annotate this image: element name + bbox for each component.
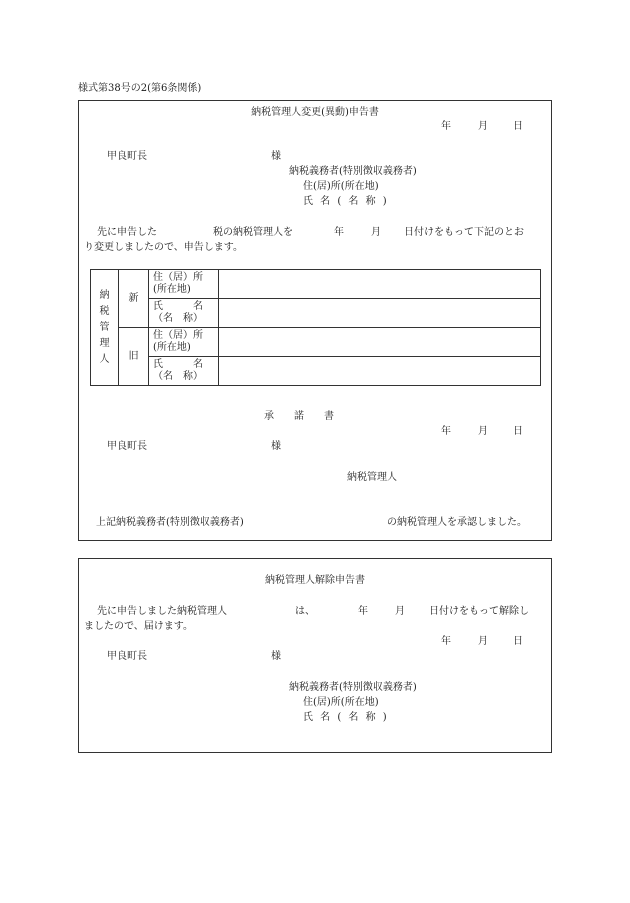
form2-date-month: 月 [478, 636, 488, 647]
form2-body-p3: 年 [358, 606, 368, 617]
form2-date-year: 年 [441, 636, 451, 647]
form1-body-p5: 日付けをもって下記のとお [404, 227, 524, 238]
form2-body-p5: 日付けをもって解除し [429, 606, 529, 617]
new-address-field[interactable] [219, 270, 541, 299]
consent-date-month: 月 [478, 426, 488, 437]
form1-title: 納税管理人変更(異動)申告書 [251, 107, 379, 118]
form2-body-p2: は、 [295, 606, 315, 617]
table-row [91, 299, 541, 328]
old-name-field[interactable] [219, 357, 541, 386]
form2-body-p4: 月 [395, 606, 405, 617]
consent-date-year: 年 [441, 426, 451, 437]
consent-manager-label: 納税管理人 [347, 472, 397, 483]
consent-honorific: 様 [271, 441, 281, 452]
form2-body-line2: ましたので、届けます。 [84, 621, 193, 632]
new-address-label: 住（居）所 (所在地) [149, 270, 219, 299]
consent-addressee: 甲良町長 [107, 441, 147, 452]
table-row [91, 328, 541, 357]
new-name-label: 氏 名 （名 称） [149, 299, 219, 328]
old-address-label: 住（居）所 (所在地) [149, 328, 219, 357]
form2-body-p1: 先に申告しました納税管理人 [97, 606, 227, 617]
form1-date-year: 年 [441, 121, 451, 132]
tax-manager-table [90, 269, 541, 386]
form1-honorific: 様 [271, 151, 281, 162]
form1-taxpayer-label: 納税義務者(特別徴収義務者) [289, 166, 417, 177]
table-row [91, 357, 541, 386]
form1-body-p2: 税の納税管理人を [213, 227, 293, 238]
form1-taxpayer-address: 住(居)所(所在地) [303, 181, 379, 192]
old-address-field[interactable] [219, 328, 541, 357]
form2-taxpayer-address: 住(居)所(所在地) [303, 697, 379, 708]
consent-date-day: 日 [513, 426, 523, 437]
form2-taxpayer-name: 氏 名 ( 名 称 ) [303, 712, 387, 723]
form2-date-day: 日 [513, 636, 523, 647]
form2-addressee: 甲良町長 [107, 651, 147, 662]
old-label: 旧 [119, 328, 149, 386]
consent-statement-left: 上記納税義務者(特別徴収義務者) [96, 517, 244, 528]
form2-honorific: 様 [271, 651, 281, 662]
consent-statement-right: の納税管理人を承認しました。 [387, 517, 527, 528]
form-number: 様式第38号の2(第6条関係) [78, 83, 202, 94]
form2-taxpayer-label: 納税義務者(特別徴収義務者) [289, 682, 417, 693]
new-label: 新 [119, 270, 149, 328]
form1-body-p4: 月 [371, 227, 381, 238]
table-row [91, 270, 541, 299]
form1-addressee: 甲良町長 [107, 151, 147, 162]
form1-taxpayer-name: 氏 名 ( 名 称 ) [303, 196, 387, 207]
new-name-field[interactable] [219, 299, 541, 328]
form1-body-line2: り変更しましたので、申告します。 [84, 242, 243, 253]
form1-body-p1: 先に申告した [97, 227, 157, 238]
old-name-label: 氏 名 （名 称） [149, 357, 219, 386]
form1-body-p3: 年 [334, 227, 344, 238]
consent-title: 承 諾 書 [264, 411, 334, 422]
form1-date-month: 月 [478, 121, 488, 132]
tax-manager-group-label: 納 税 管 理 人 [91, 270, 119, 386]
form1-date-day: 日 [513, 121, 523, 132]
form2-title: 納税管理人解除申告書 [265, 575, 365, 586]
